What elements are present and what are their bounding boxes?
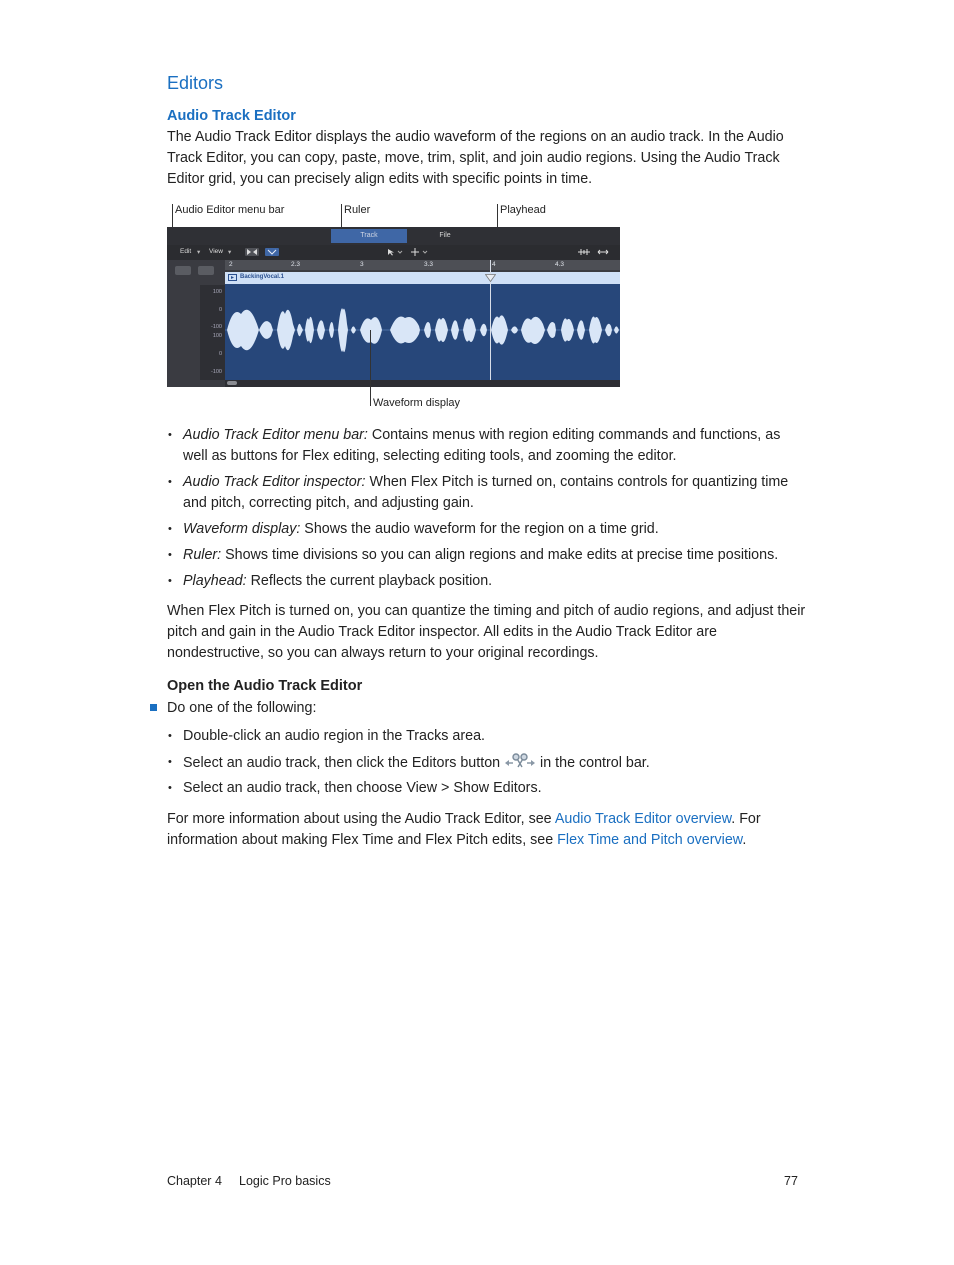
page-number: 77 — [784, 1174, 798, 1188]
view-menu-chevron-icon: ▾ — [228, 249, 232, 256]
audio-editor-menu-bar — [167, 245, 620, 260]
task-step — [167, 778, 807, 799]
task-step-text: Select an audio track, then click the Editors button — [183, 755, 505, 771]
ruler-mark: 4 — [492, 261, 496, 268]
callout-playhead: Playhead — [500, 204, 546, 216]
tab-file[interactable]: File — [439, 232, 451, 239]
definition-text: Reflects the current playback position. — [246, 573, 493, 589]
flex-time-pitch-overview-link[interactable]: Flex Time and Pitch overview — [557, 832, 743, 848]
flex-button-icon[interactable] — [245, 248, 259, 256]
scale-label: 100 — [212, 333, 222, 339]
ruler-mark: 3 — [360, 261, 364, 268]
editor-tab-strip — [167, 227, 620, 245]
flex-pitch-paragraph: When Flex Pitch is turned on, you can quantize the timing and pitch of audio regions, and adjust their pitch and gain in the Audio Track Editor inspector. All edits in the Audio Track Editor are nondestructive, so you can always return to your original recordings. — [167, 603, 806, 661]
task-step-text: in the control bar. — [536, 755, 650, 771]
definition-term: Ruler: — [183, 547, 222, 563]
footer-chapter-label: Chapter 4 — [167, 1174, 222, 1188]
amplitude-scale — [200, 285, 226, 380]
inspector-button-right[interactable] — [198, 266, 214, 275]
task-steps — [167, 726, 807, 799]
definition-item — [167, 571, 807, 592]
waveform-graphic — [225, 284, 620, 380]
region-icon — [228, 274, 237, 281]
ruler-mark: 3.3 — [424, 261, 434, 268]
definition-text: Contains menus with region editing commands and functions, as well as buttons for Flex editing, selecting editing tools, and zooming the editor. — [183, 427, 781, 464]
scale-label: -100 — [210, 324, 222, 330]
section-heading: Editors — [167, 73, 224, 93]
ruler-mark: 2.3 — [291, 261, 301, 268]
task-heading: Open the Audio Track Editor — [167, 678, 363, 694]
callout-waveform: Waveform display — [373, 397, 461, 409]
scale-label: 100 — [212, 289, 222, 295]
inspector-button-left[interactable] — [175, 266, 191, 275]
task-lead: Do one of the following: — [167, 700, 317, 716]
pointer-tool-icon[interactable] — [385, 248, 403, 256]
ruler-mark: 4.3 — [555, 261, 565, 268]
audio-track-editor-screenshot — [167, 227, 620, 387]
definition-term: Playhead: — [183, 573, 247, 589]
view-menu[interactable]: View — [209, 248, 223, 255]
edit-menu-chevron-icon: ▾ — [197, 249, 201, 256]
edit-menu[interactable]: Edit — [180, 248, 192, 255]
scale-label: 0 — [218, 307, 222, 313]
task-step-text: Select an audio track, then choose View > Show Editors. — [183, 780, 542, 796]
definition-item — [167, 545, 807, 566]
definition-item — [167, 519, 807, 540]
waveform-display[interactable] — [225, 284, 620, 380]
tab-track[interactable]: Track — [331, 229, 407, 243]
footer-chapter-link[interactable]: Logic Pro basics — [239, 1174, 331, 1188]
flex-pitch-button-icon[interactable] — [265, 248, 279, 256]
more-info-text: For more information about using the Audio Track Editor, see — [167, 811, 555, 827]
square-bullet-icon — [150, 704, 157, 711]
definition-term: Audio Track Editor inspector: — [183, 474, 366, 490]
definition-text: When Flex Pitch is turned on, contains controls for quantizing time and pitch, correcting pitch, and adjusting gain. — [183, 474, 789, 511]
intro-paragraph: The Audio Track Editor displays the audio waveform of the regions on an audio track. In the Audio Track Editor, you can copy, paste, move, trim, split, and join audio regions. Using the Audio Track Editor grid, you can precisely align edits with specific points in time. — [167, 129, 784, 187]
callout-ruler: Ruler — [344, 204, 371, 216]
callout-menu-bar: Audio Editor menu bar — [175, 204, 285, 216]
more-info-paragraph — [167, 809, 807, 851]
region-name: BackingVocal.1 — [240, 274, 284, 280]
subsection-heading: Audio Track Editor — [167, 108, 296, 124]
horizontal-scrollbar[interactable] — [225, 380, 620, 387]
marquee-tool-icon[interactable] — [410, 248, 428, 256]
region-header[interactable] — [225, 272, 620, 284]
definition-text: Shows the audio waveform for the region on a time grid. — [300, 521, 659, 537]
task-step-text: Double-click an audio region in the Tracks area. — [183, 728, 485, 744]
scrollbar-thumb[interactable] — [227, 381, 237, 385]
ruler-mark: 2 — [229, 261, 233, 268]
audio-track-editor-overview-link[interactable]: Audio Track Editor overview — [554, 811, 732, 827]
playhead-marker-icon[interactable] — [485, 274, 496, 282]
definition-list — [167, 425, 807, 592]
definition-term: Waveform display: — [183, 521, 301, 537]
scale-label: 0 — [218, 351, 222, 357]
definition-item — [167, 425, 807, 467]
zoom-vertical-icon[interactable] — [577, 248, 591, 256]
ruler[interactable] — [225, 260, 620, 270]
callout-waveform-line — [370, 330, 371, 406]
task-step — [167, 752, 807, 774]
definition-term: Audio Track Editor menu bar: — [183, 427, 368, 443]
task-step — [167, 726, 807, 747]
scissors-icon — [504, 752, 536, 770]
zoom-horizontal-icon[interactable] — [597, 248, 609, 256]
more-info-text: . For information about making Flex Time and Flex Pitch edits, see — [167, 811, 761, 848]
scale-label: -100 — [210, 369, 222, 375]
definition-item — [167, 472, 807, 514]
more-info-text: . — [742, 832, 747, 848]
definition-text: Shows time divisions so you can align regions and make edits at precise time positions. — [221, 547, 779, 563]
